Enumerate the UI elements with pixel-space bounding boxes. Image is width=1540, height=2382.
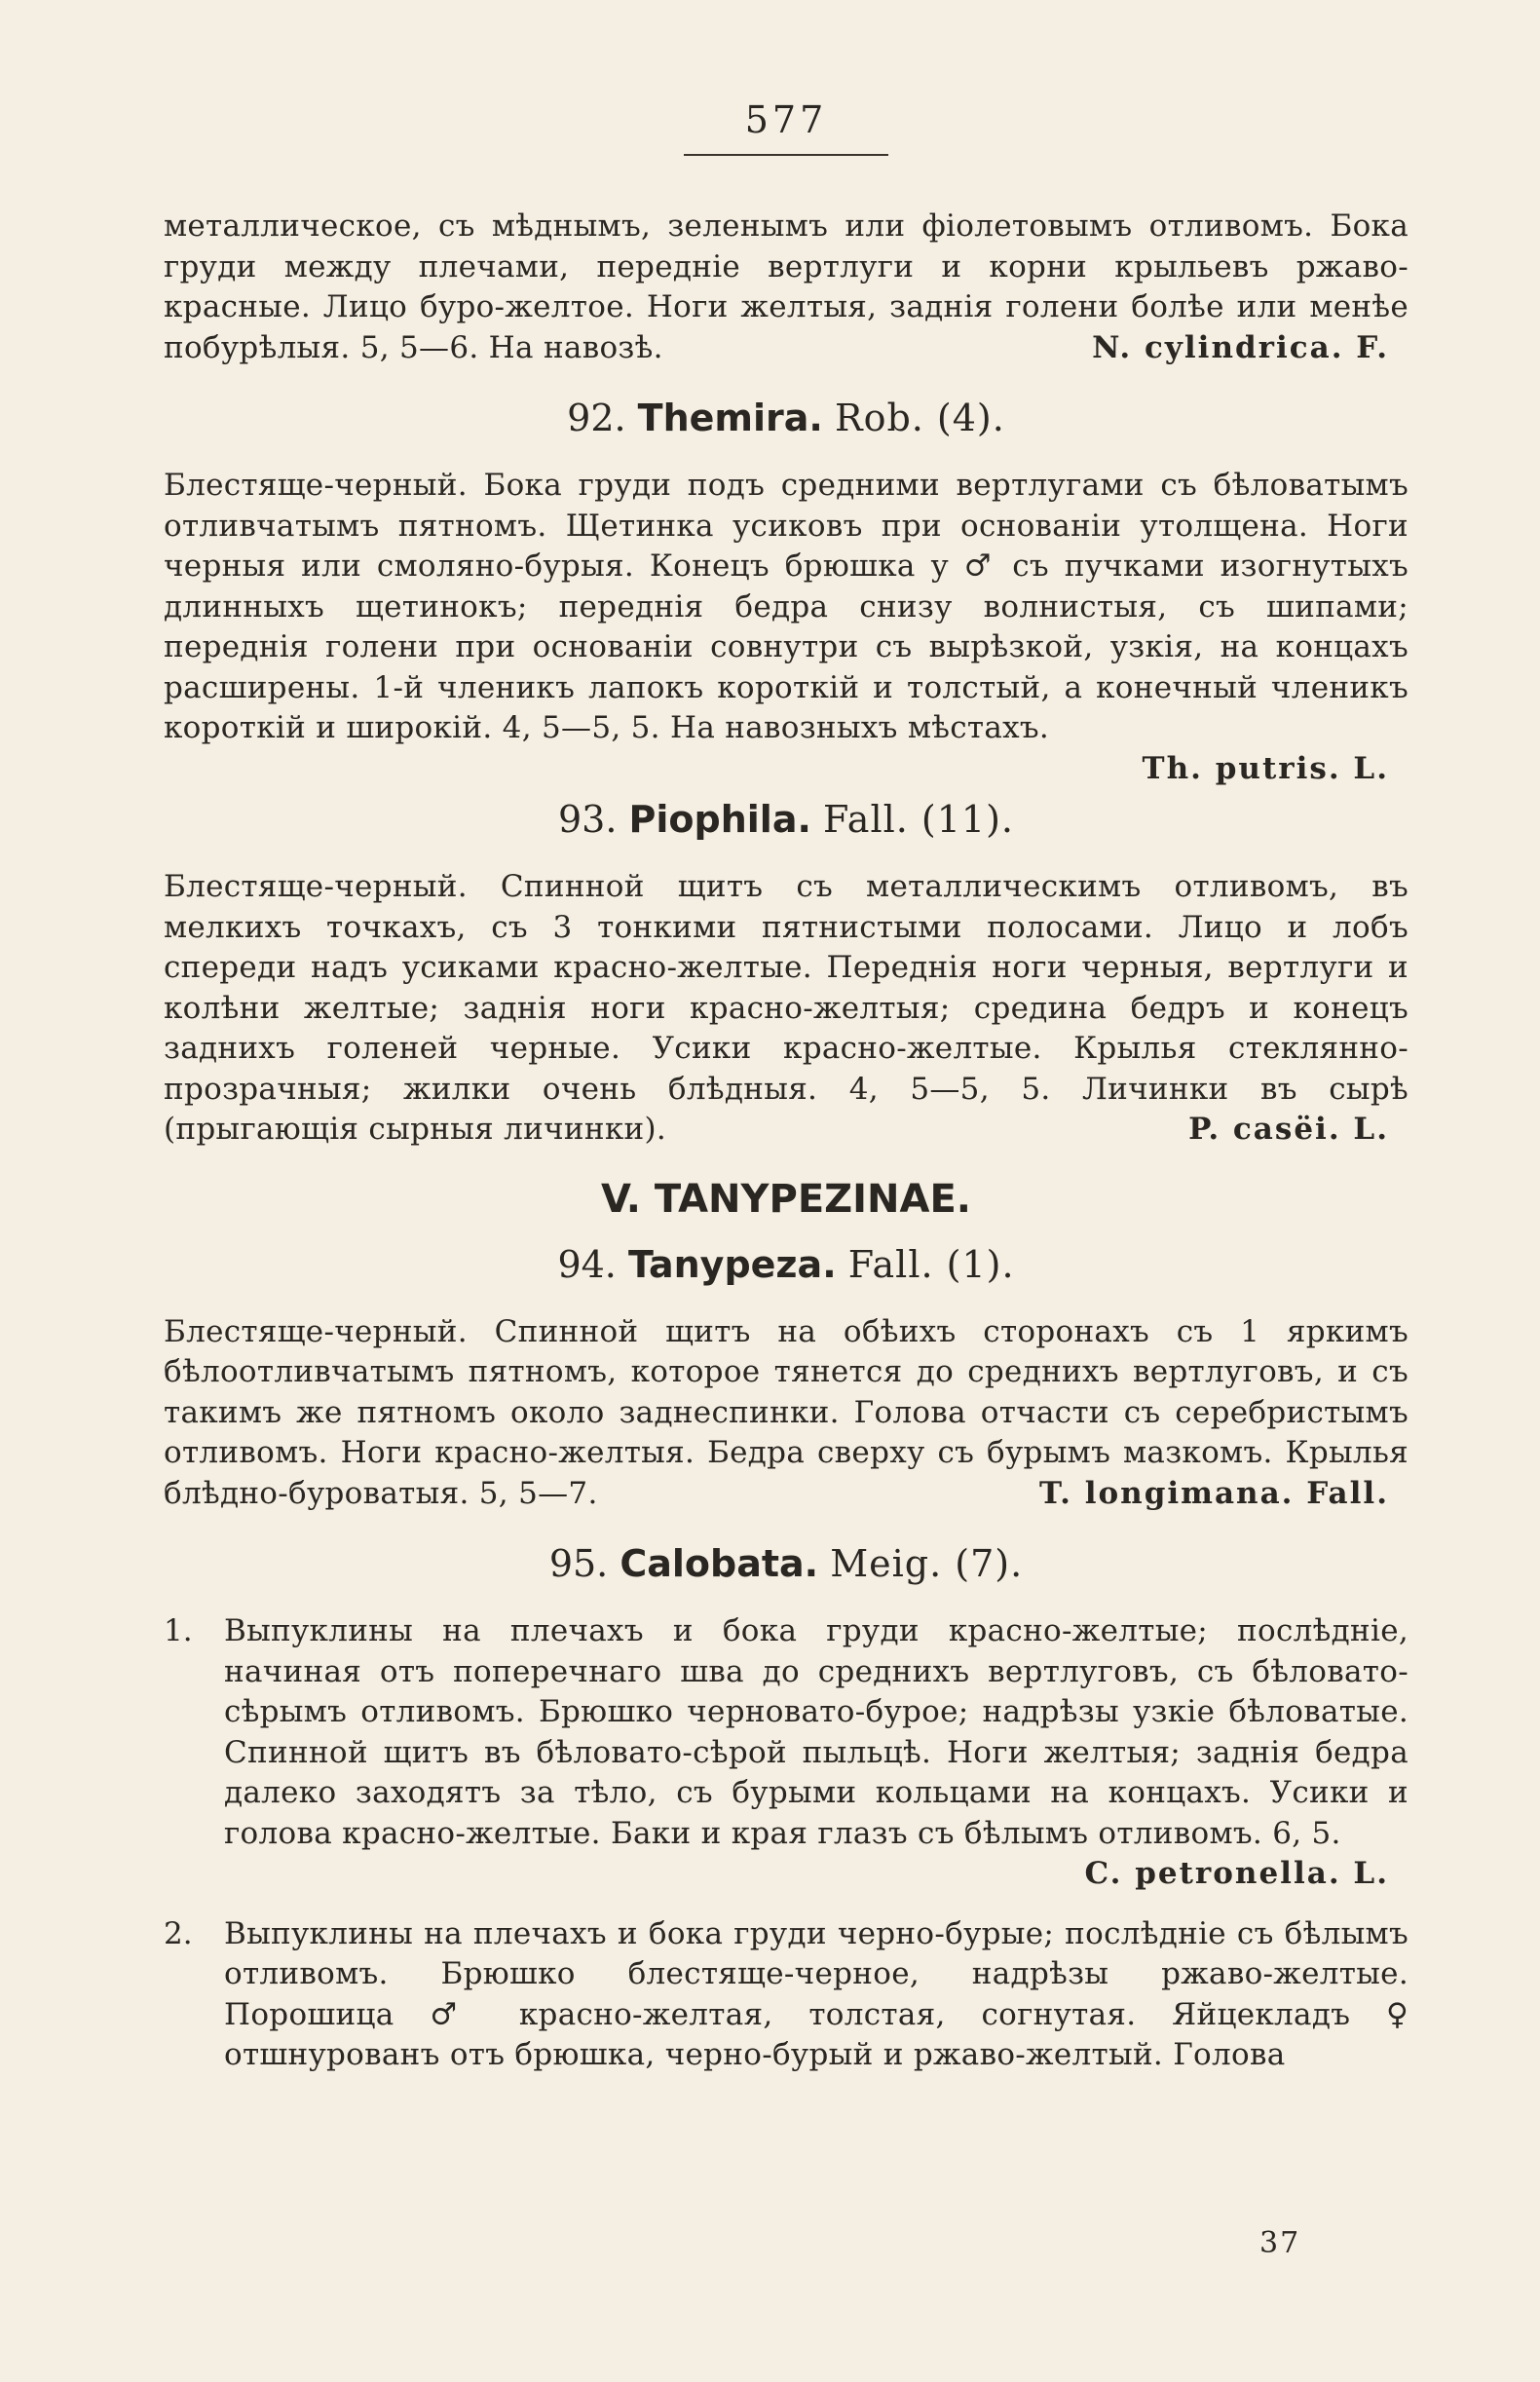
- header-rule: [684, 154, 888, 156]
- genus-author: Meig. (7).: [830, 1542, 1024, 1585]
- sheet-signature-mark: 37: [1259, 2226, 1301, 2260]
- genus-author: Fall. (11).: [823, 798, 1014, 841]
- key-item-number: 1.: [164, 1613, 193, 1648]
- species-name: P. casëi. L.: [1188, 1112, 1389, 1147]
- key-item-text: [224, 1914, 1409, 2076]
- genus-number: 95.: [548, 1542, 609, 1585]
- genus-description: [164, 466, 1409, 749]
- species-name: T. longimana. Fall.: [1039, 1475, 1389, 1511]
- key-item: [164, 1914, 1409, 2076]
- genus-heading: [164, 1539, 1409, 1588]
- genus-heading: [164, 795, 1409, 844]
- continuation-paragraph: [164, 207, 1409, 368]
- genus-number: 93.: [558, 798, 618, 841]
- description-text: Выпуклины на плечахъ и бока груди красно-желтые; послѣднiе, начиная отъ поперечнаго шва до среднихъ вертлуговъ, съ бѣловато-сѣрымъ отливомъ. Брюшко черновато-бурое; надрѣзы узкiе бѣловатые. Спинной щитъ въ бѣловато-сѣрой пыльцѣ. Ноги желтыя; заднiя бедра далеко заходятъ за тѣло, съ бурыми кольцами на концахъ. Усики и голова красно-желтые. Баки и края глазъ съ бѣлымъ отливомъ. 6, 5.: [224, 1613, 1409, 1851]
- species-name: Th. putris. L.: [1142, 750, 1389, 786]
- description-text: Блестяще-черный. Бока груди подъ средними вертлугами съ бѣловатымъ отливчатымъ пятномъ. Щетинка усиковъ при основанiи утолщена. Ноги черныя или смоляно-бурыя. Конецъ брюшка у ♂ съ пучками изогнутыхъ длинныхъ щетинокъ; переднiя бедра снизу волнистыя, съ шипами; переднiя голени при основанiи совнутри съ вырѣзкой, узкiя, на концахъ расширены. 1-й членикъ лапокъ короткiй и толстый, а конечный членикъ короткiй и широкiй. 4, 5—5, 5. На навозныхъ мѣстахъ.: [164, 468, 1409, 745]
- key-item-text: [224, 1611, 1409, 1895]
- subfamily-heading: V. TANYPEZINAE.: [601, 1176, 971, 1222]
- genus-author: Fall. (1).: [847, 1242, 1015, 1286]
- species-name: N. cylindrica. F.: [1092, 329, 1389, 365]
- description-text: Выпуклины на плечахъ и бока груди черно-бурые; послѣднiе съ бѣлымъ отливомъ. Брюшко блестяще-черное, надрѣзы ржаво-желтые. Порошица ♂ красно-желтая, толстая, согнутая. Яйцекладъ ♀ отшнурованъ отъ брюшка, черно-бурый и ржаво-желтый. Голова: [224, 1915, 1409, 2072]
- key-item: [164, 1611, 1409, 1895]
- genus-name: Tanypeza.: [627, 1242, 837, 1286]
- genus-name: Calobata.: [620, 1542, 819, 1585]
- genus-heading: [164, 1240, 1409, 1289]
- continuation-text: металлическое, съ мѣднымъ, зеленымъ или фіолетовымъ отливомъ. Бока груди между плечами, переднiе вертлуги и корни крыльевъ ржаво-красные. Лицо буро-желтое. Ноги желтыя, заднiя голени болѣе или менѣе побурѣлыя. 5, 5—6. На навозѣ.: [164, 208, 1409, 365]
- species-name: C. petronella. L.: [1084, 1856, 1389, 1891]
- genus-description: [164, 1312, 1409, 1515]
- genus-author: Rob. (4).: [834, 397, 1005, 439]
- genus-heading: [164, 394, 1409, 442]
- key-item-number: 2.: [164, 1915, 193, 1951]
- genus-number: 94.: [557, 1242, 617, 1286]
- genus-name: Themira.: [637, 397, 823, 439]
- genus-number: 92.: [567, 397, 626, 439]
- description-text: Блестяще-черный. Спинной щитъ съ металлическимъ отливомъ, въ мелкихъ точкахъ, съ 3 тонкими пятнистыми полосами. Лицо и лобъ спереди надъ усиками красно-желтые. Переднiя ноги черныя, вертлуги и колѣни желтые; заднiя ноги красно-желтыя; средина бедръ и конецъ заднихъ голеней черные. Усики красно-желтые. Крылья стеклянно-прозрачныя; жилки очень блѣдныя. 4, 5—5, 5. Личинки въ сырѣ (прыгающiя сырныя личинки).: [164, 869, 1409, 1147]
- genus-description: [164, 867, 1409, 1151]
- description-text: Блестяще-черный. Спинной щитъ на обѣихъ сторонахъ съ 1 яркимъ бѣлоотливчатымъ пятномъ, которое тянется до среднихъ вертлуговъ, и съ такимъ же пятномъ около заднеспинки. Голова отчасти съ серебристымъ отливомъ. Ноги красно-желтыя. Бедра сверху съ бурымъ мазкомъ. Крылья блѣдно-буроватыя. 5, 5—7.: [164, 1313, 1409, 1511]
- genus-name: Piophila.: [628, 798, 811, 841]
- page-number: 577: [744, 98, 828, 141]
